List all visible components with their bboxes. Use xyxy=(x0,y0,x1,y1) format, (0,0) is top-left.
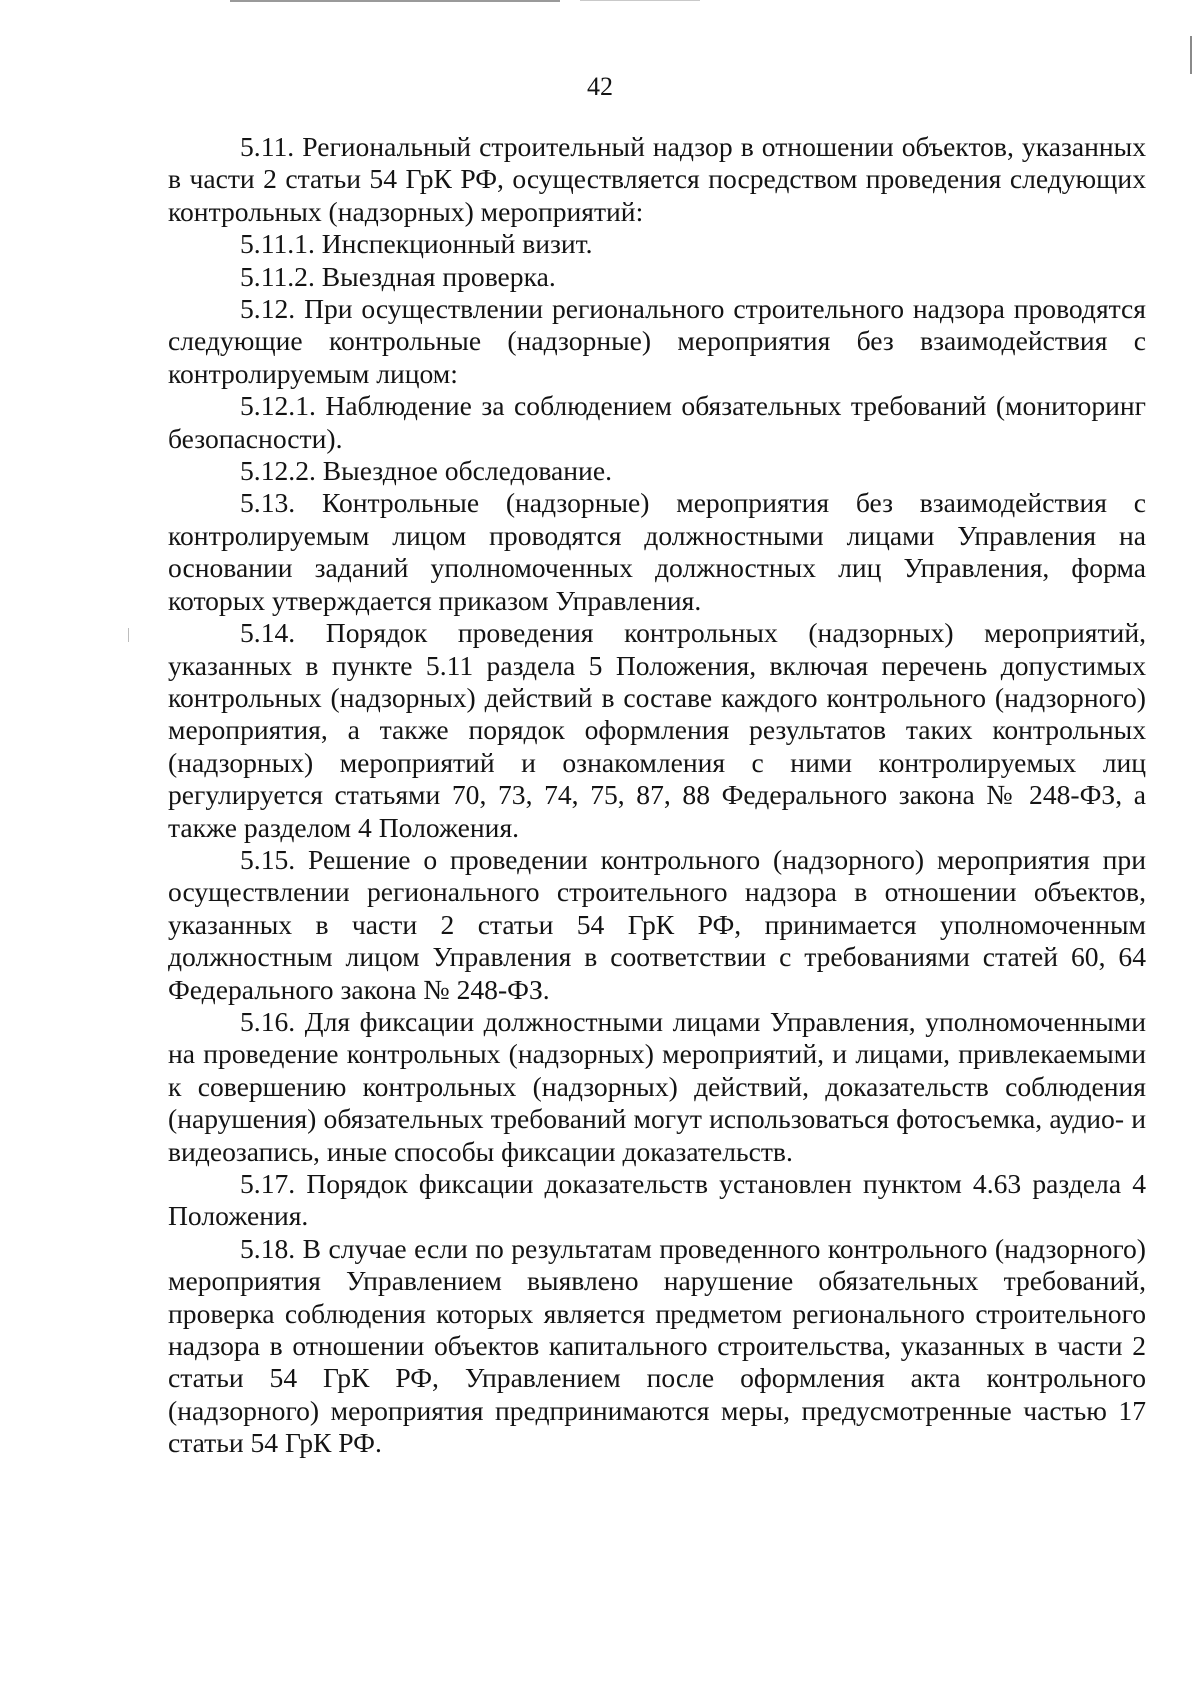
scan-edge-line xyxy=(580,0,700,1)
paragraph-5-11: 5.11. Региональный строительный надзор в отношении объектов, указанных в части 2 статьи 54 ГрК РФ, осуществляется посредством проведения следующих контрольных (надзорных) мероприятий: xyxy=(168,131,1146,227)
paragraph-5-12-1: 5.12.1. Наблюдение за соблюдением обязательных требований (мониторинг безопасности). xyxy=(168,390,1146,454)
paragraph-5-11-2: 5.11.2. Выездная проверка. xyxy=(240,260,556,292)
paragraph-5-14: 5.14. Порядок проведения контрольных (надзорных) мероприятий, указанных в пункте 5.11 раздела 5 Положения, включая перечень допустимых контрольных (надзорных) действий в составе каждого контрольного (надзорного) мероприятия, а также порядок оформления результатов таких контрольных (надзорных) мероприятий и ознакомления с ними контролируемых лиц регулируется статьями 70, 73, 74, 75, 87, 88 Федерального закона № 248-ФЗ, а также разделом 4 Положения. xyxy=(168,617,1146,843)
paragraph-5-11-1: 5.11.1. Инспекционный визит. xyxy=(240,228,593,260)
scan-edge-mark xyxy=(1190,36,1192,74)
page-number: 42 xyxy=(587,72,613,101)
paragraph-5-15: 5.15. Решение о проведении контрольного (надзорного) мероприятия при осуществлении регионального строительного надзора в отношении объектов, указанных в части 2 статьи 54 ГрК РФ, принимается уполномоченным должностным лицом Управления в соответствии с требованиями статей 60, 64 Федерального закона № 248-ФЗ. xyxy=(168,843,1146,1005)
paragraph-5-16: 5.16. Для фиксации должностными лицами Управления, уполномоченными на проведение контрольных (надзорных) мероприятий, и лицами, привлекаемыми к совершению контрольных (надзорных) действий, доказательств соблюдения (нарушения) обязательных требований могут использоваться фотосъемка, аудио- и видеозапись, иные способы фиксации доказательств. xyxy=(168,1005,1146,1167)
paragraph-5-17: 5.17. Порядок фиксации доказательств установлен пунктом 4.63 раздела 4 Положения. xyxy=(168,1168,1146,1232)
document-body xyxy=(168,131,1146,1460)
paragraph-5-13: 5.13. Контрольные (надзорные) мероприятия без взаимодействия с контролируемым лицом проводятся должностными лицами Управления на основании заданий уполномоченных должностных лиц Управления, форма которых утверждается приказом Управления. xyxy=(168,487,1146,616)
paragraph-5-12: 5.12. При осуществлении регионального строительного надзора проводятся следующие контрольные (надзорные) мероприятия без взаимодействия с контролируемым лицом: xyxy=(168,293,1146,389)
paragraph-5-18: 5.18. В случае если по результатам проведенного контрольного (надзорного) мероприятия Управлением выявлено нарушение обязательных требований, проверка соблюдения которых является предметом регионального строительного надзора в отношении объектов капитального строительства, указанных в части 2 статьи 54 ГрК РФ, Управлением после оформления акта контрольного (надзорного) мероприятия предпринимаются меры, предусмотренные частью 17 статьи 54 ГрК РФ. xyxy=(168,1232,1146,1459)
scan-edge-line xyxy=(230,0,560,2)
paragraph-5-12-2: 5.12.2. Выездное обследование. xyxy=(240,455,612,487)
scan-margin-mark xyxy=(128,628,129,642)
